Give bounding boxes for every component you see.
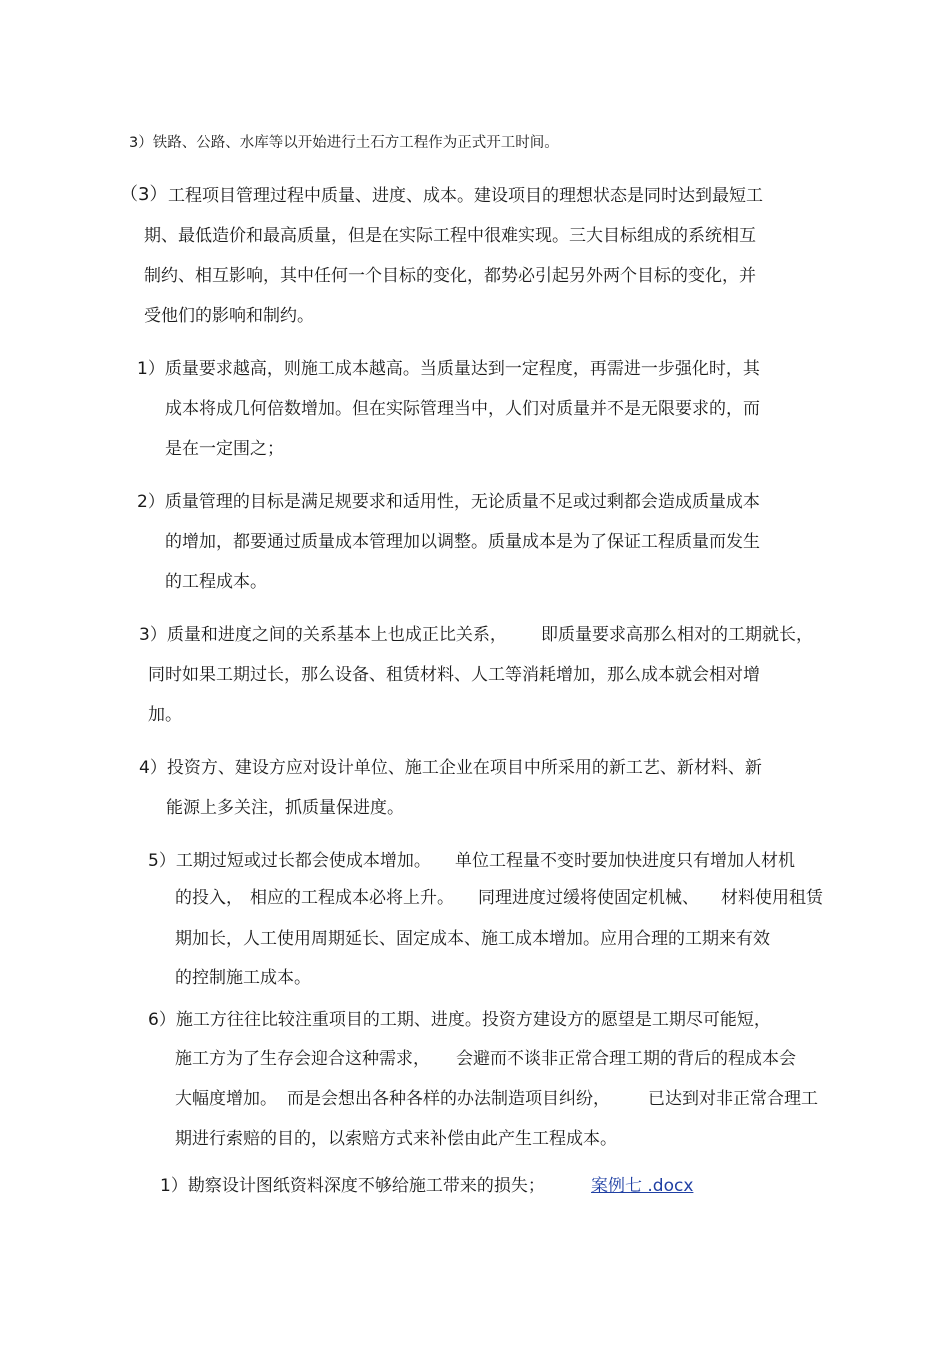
section-3-line-2: 期、最低造价和最高质量，但是在实际工程中很难实现。三大目标组成的系统相互 bbox=[144, 226, 756, 246]
para-2-line-3: 的工程成本。 bbox=[165, 572, 267, 592]
para-5-line-2b: 相应的工程成本必将上升。 bbox=[250, 888, 454, 908]
para-6-line-3b: 而是会想出各种各样的办法制造项目纠纷， bbox=[287, 1089, 610, 1109]
para-2-line-1: 2）质量管理的目标是满足规要求和适用性，无论质量不足或过剩都会造成质量成本 bbox=[137, 492, 760, 512]
para-2-line-2: 的增加，都要通过质量成本管理加以调整。质量成本是为了保证工程质量而发生 bbox=[165, 532, 760, 552]
last-item-text: 1）勘察设计图纸资料深度不够给施工带来的损失； bbox=[160, 1176, 545, 1196]
case-7-docx-link[interactable]: 案例七 .docx bbox=[591, 1176, 694, 1196]
para-5-line-1b: 单位工程量不变时要加快进度只有增加人材机 bbox=[455, 851, 795, 871]
para-5-line-2c: 同理进度过缓将使固定机械、 bbox=[478, 888, 699, 908]
para-6-line-4: 期进行索赔的目的，以索赔方式来补偿由此产生工程成本。 bbox=[175, 1129, 617, 1149]
section-3-line-4: 受他们的影响和制约。 bbox=[144, 306, 314, 326]
section-3-line-1: 工程项目管理过程中质量、进度、成本。建设项目的理想状态是同时达到最短工 bbox=[168, 186, 763, 206]
para-1-line-2: 成本将成几何倍数增加。但在实际管理当中，人们对质量并不是无限要求的，而 bbox=[165, 399, 760, 419]
para-3-line-1a: 3）质量和进度之间的关系基本上也成正比关系， bbox=[139, 625, 507, 645]
section-3-number: （3） bbox=[120, 184, 168, 205]
para-3-line-3: 加。 bbox=[148, 705, 182, 725]
para-6-line-2a: 施工方为了生存会迎合这种需求， bbox=[175, 1049, 430, 1069]
para-5-line-2d: 材料使用租赁 bbox=[721, 888, 823, 908]
para-6-line-3a: 大幅度增加。 bbox=[175, 1089, 277, 1109]
para-6-line-1: 6）施工方往往比较注重项目的工期、进度。投资方建设方的愿望是工期尽可能短， bbox=[148, 1010, 771, 1030]
para-4-line-2: 能源上多关注，抓质量保进度。 bbox=[166, 798, 404, 818]
para-6-line-2b: 会避而不谈非正常合理工期的背后的程成本会 bbox=[456, 1049, 796, 1069]
para-1-line-3: 是在一定围之； bbox=[165, 439, 284, 459]
para-5-line-3: 期加长，人工使用周期延长、固定成本、施工成本增加。应用合理的工期来有效 bbox=[175, 929, 770, 949]
para-5-line-1a: 5）工期过短或过长都会使成本增加。 bbox=[148, 851, 431, 871]
para-6-line-3c: 已达到对非正常合理工 bbox=[648, 1089, 818, 1109]
rail-start-line: 3）铁路、公路、水库等以开始进行土石方工程作为正式开工时间。 bbox=[129, 135, 559, 151]
para-1-line-1: 1）质量要求越高，则施工成本越高。当质量达到一定程度，再需进一步强化时，其 bbox=[137, 359, 760, 379]
para-3-line-2: 同时如果工期过长，那么设备、租赁材料、人工等消耗增加，那么成本就会相对增 bbox=[148, 665, 760, 685]
para-5-line-2a: 的投入， bbox=[175, 888, 243, 908]
para-3-line-1b: 即质量要求高那么相对的工期就长， bbox=[541, 625, 813, 645]
para-4-line-1: 4）投资方、建设方应对设计单位、施工企业在项目中所采用的新工艺、新材料、新 bbox=[139, 758, 762, 778]
section-3-line-3: 制约、相互影响，其中任何一个目标的变化，都势必引起另外两个目标的变化，并 bbox=[144, 266, 756, 286]
para-5-line-4: 的控制施工成本。 bbox=[175, 968, 311, 988]
